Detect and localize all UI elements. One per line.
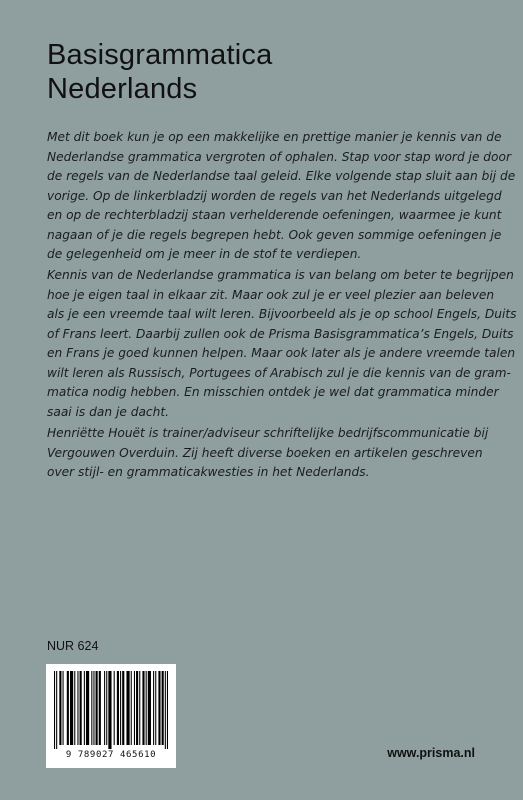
barcode-bar [162, 671, 164, 745]
text-line: Nederlandse grammatica vergroten of ophalen. Stap voor stap word je door [47, 149, 511, 164]
barcode-bar [99, 671, 101, 745]
barcode-bar [139, 671, 140, 745]
text-line: de gelegenheid om je meer in de stof te verdiepen. [47, 247, 362, 261]
isbn-digits: 9 789027 465610 [65, 750, 157, 760]
barcode-bar [126, 671, 129, 745]
barcode-bar [93, 671, 94, 745]
text-line: saai is dan je dacht. [47, 404, 169, 419]
barcode-bar [74, 671, 75, 745]
author-bio-paragraph [47, 424, 489, 483]
barcode-bar [70, 671, 73, 745]
text-line: hoe je eigen taal in elkaar zit. Maar ook zul je er veel plezier aan beleven [47, 287, 495, 302]
barcode-bar [122, 671, 124, 745]
barcode-bar [167, 671, 168, 749]
text-line: Met dit boek kun je op een makkelijke en prettige manier je kennis van de [47, 130, 502, 144]
barcode-bar [63, 671, 64, 745]
barcode-bar [142, 671, 144, 745]
barcode-bar [148, 671, 151, 745]
book-title-line-1: Basisgrammatica [47, 39, 273, 71]
text-line: de regels van de Nederlandse taal geleid. Elke volgende stap sluit aan bij de [47, 169, 516, 183]
barcode-bar [106, 671, 107, 745]
barcode-bar [114, 671, 115, 745]
barcode-bar [136, 671, 138, 745]
barcode-bar [165, 671, 166, 749]
text-line: matica nodig hebben. En misschien ontdek je wel dat grammatica minder [47, 385, 499, 399]
text-line: nagaan of je die regels begrepen hebt. Ook geven sommige oefeningen je [47, 227, 502, 242]
barcode-bar [108, 671, 111, 749]
barcode-bar [117, 671, 119, 745]
barcode-bar [67, 671, 69, 745]
text-line: of Frans leert. Daarbij zullen ook de Prisma Basisgrammatica’s Engels, Duits [47, 326, 514, 341]
publisher-website: www.prisma.nl [387, 746, 475, 760]
barcode-bar [158, 671, 160, 745]
text-line: vorige. Op de linkerbladzij worden de regels van het Nederlands uitgelegd [47, 188, 502, 203]
description-paragraph-1 [47, 128, 516, 265]
barcode [46, 664, 176, 768]
text-line: en Frans je goed kunnen helpen. Maar ook later als je andere vreemde talen [47, 346, 516, 360]
barcode-bar [86, 671, 89, 745]
barcode-bar [153, 671, 154, 745]
text-line: over stijl- en grammaticakwesties in het Nederlands. [47, 465, 370, 479]
text-line: Vergouwen Overduin. Zij heeft diverse boeken en artikelen geschreven [47, 445, 483, 460]
barcode-bars [54, 671, 168, 749]
barcode-bar [91, 671, 92, 745]
book-title [47, 38, 272, 106]
barcode-bar [104, 671, 105, 745]
barcode-bar [84, 671, 85, 745]
text-line: en op de rechterbladzij staan verhelderende oefeningen, waarmee je kunt [47, 208, 502, 222]
text-line: als je een vreemde taal wilt leren. Bijvoorbeeld als je op school Engels, Duits [47, 307, 517, 321]
barcode-bar [134, 671, 135, 745]
description-paragraph-2 [47, 266, 517, 422]
book-title-line-2: Nederlands [47, 73, 198, 105]
barcode-bar [120, 671, 121, 745]
text-line: Henriëtte Houët is trainer/adviseur schriftelijke bedrijfscommunicatie bij [47, 426, 489, 440]
barcode-bar [54, 671, 55, 749]
barcode-bar [131, 671, 132, 745]
text-line: Kennis van de Nederlandse grammatica is van belang om beter te begrijpen [47, 268, 514, 282]
barcode-bar [155, 671, 156, 745]
barcode-bar [59, 671, 61, 745]
barcode-bar [77, 671, 78, 745]
barcode-bar [146, 671, 147, 745]
barcode-bar [56, 671, 57, 749]
text-line: wilt leren als Russisch, Portugees of Arabisch zul je die kennis van de gram- [47, 365, 511, 380]
barcode-bar [96, 671, 98, 745]
barcode-bar [80, 671, 82, 745]
nur-code: NUR 624 [47, 639, 99, 653]
